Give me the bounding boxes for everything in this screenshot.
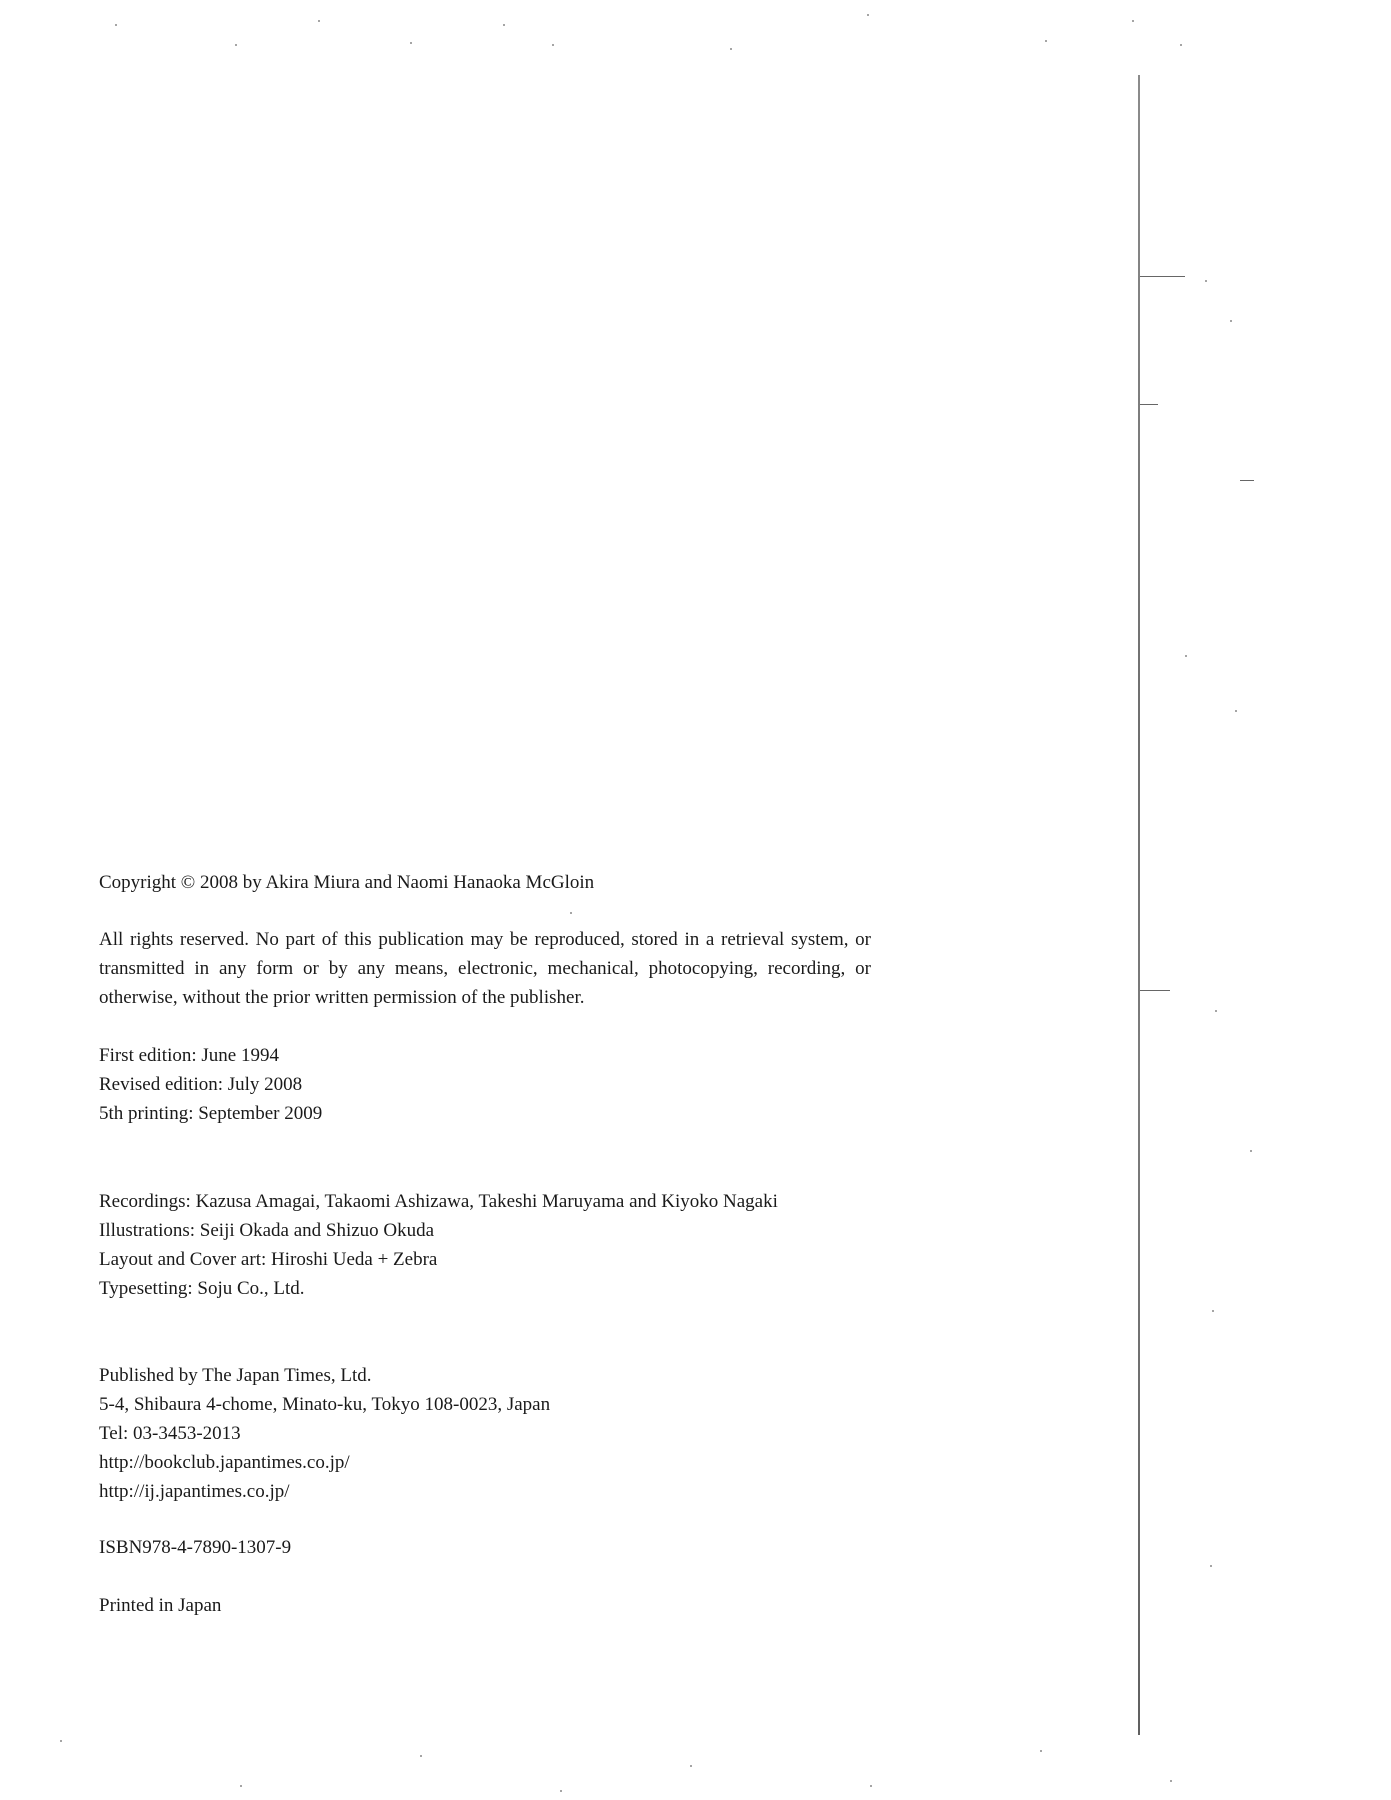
- isbn-block: [99, 1533, 291, 1562]
- publisher-name: Published by The Japan Times, Ltd.: [99, 1365, 372, 1386]
- speck: [503, 24, 505, 26]
- isbn: ISBN978-4-7890-1307-9: [99, 1537, 292, 1558]
- publisher-block: [99, 1361, 550, 1506]
- speck: [318, 20, 320, 22]
- printed-in: Printed in Japan: [99, 1595, 222, 1616]
- publisher-url-ij: http://ij.japantimes.co.jp/: [99, 1481, 290, 1502]
- speck: [410, 42, 412, 44]
- first-edition: First edition: June 1994: [99, 1045, 279, 1066]
- edge-tick: [1140, 276, 1185, 277]
- speck: [560, 1790, 562, 1792]
- speck: [1235, 710, 1237, 712]
- typesetting-credit: Typesetting: Soju Co., Ltd.: [99, 1278, 305, 1299]
- speck: [1250, 1150, 1252, 1152]
- page-edge-line: [1138, 75, 1140, 1735]
- speck: [1132, 20, 1134, 22]
- edge-tick: [1140, 990, 1170, 991]
- speck: [60, 1740, 62, 1742]
- speck: [115, 24, 117, 26]
- speck: [1040, 1750, 1042, 1752]
- speck: [870, 1785, 872, 1787]
- editions-block: [99, 1041, 322, 1128]
- speck: [1230, 320, 1232, 322]
- speck: [690, 1765, 692, 1767]
- speck: [1215, 1010, 1217, 1012]
- rights-text: All rights reserved. No part of this publication may be reproduced, stored in a retrieval system, or transmitted in any form or by any means, electronic, mechanical, photocopying, recording, or otherwise, without the prior written permission of the publisher.: [99, 929, 871, 1008]
- edge-tick: [1140, 404, 1158, 405]
- speck: [867, 14, 869, 16]
- speck: [235, 44, 237, 46]
- printing-info: 5th printing: September 2009: [99, 1103, 323, 1124]
- copyright-block: [99, 868, 594, 897]
- revised-edition: Revised edition: July 2008: [99, 1074, 303, 1095]
- speck: [730, 48, 732, 50]
- credits-block: [99, 1187, 778, 1303]
- speck: [1170, 1780, 1172, 1782]
- speck: [240, 1785, 242, 1787]
- printed-block: [99, 1591, 221, 1620]
- speck: [1185, 655, 1187, 657]
- speck: [570, 912, 572, 914]
- illustrations-credit: Illustrations: Seiji Okada and Shizuo Okuda: [99, 1220, 435, 1241]
- speck: [1180, 44, 1182, 46]
- rights-block: [99, 925, 871, 1012]
- speck: [552, 44, 554, 46]
- publisher-url-bookclub: http://bookclub.japantimes.co.jp/: [99, 1452, 350, 1473]
- edge-tick: [1240, 480, 1254, 481]
- layout-credit: Layout and Cover art: Hiroshi Ueda + Zebra: [99, 1249, 438, 1270]
- publisher-tel: Tel: 03-3453-2013: [99, 1423, 241, 1444]
- speck: [1205, 280, 1207, 282]
- copyright-line: Copyright © 2008 by Akira Miura and Naomi Hanaoka McGloin: [99, 872, 595, 893]
- speck: [1212, 1310, 1214, 1312]
- publisher-address: 5-4, Shibaura 4-chome, Minato-ku, Tokyo 108-0023, Japan: [99, 1394, 551, 1415]
- speck: [1045, 40, 1047, 42]
- speck: [1210, 1565, 1212, 1567]
- recordings-credit: Recordings: Kazusa Amagai, Takaomi Ashizawa, Takeshi Maruyama and Kiyoko Nagaki: [99, 1191, 778, 1212]
- speck: [420, 1755, 422, 1757]
